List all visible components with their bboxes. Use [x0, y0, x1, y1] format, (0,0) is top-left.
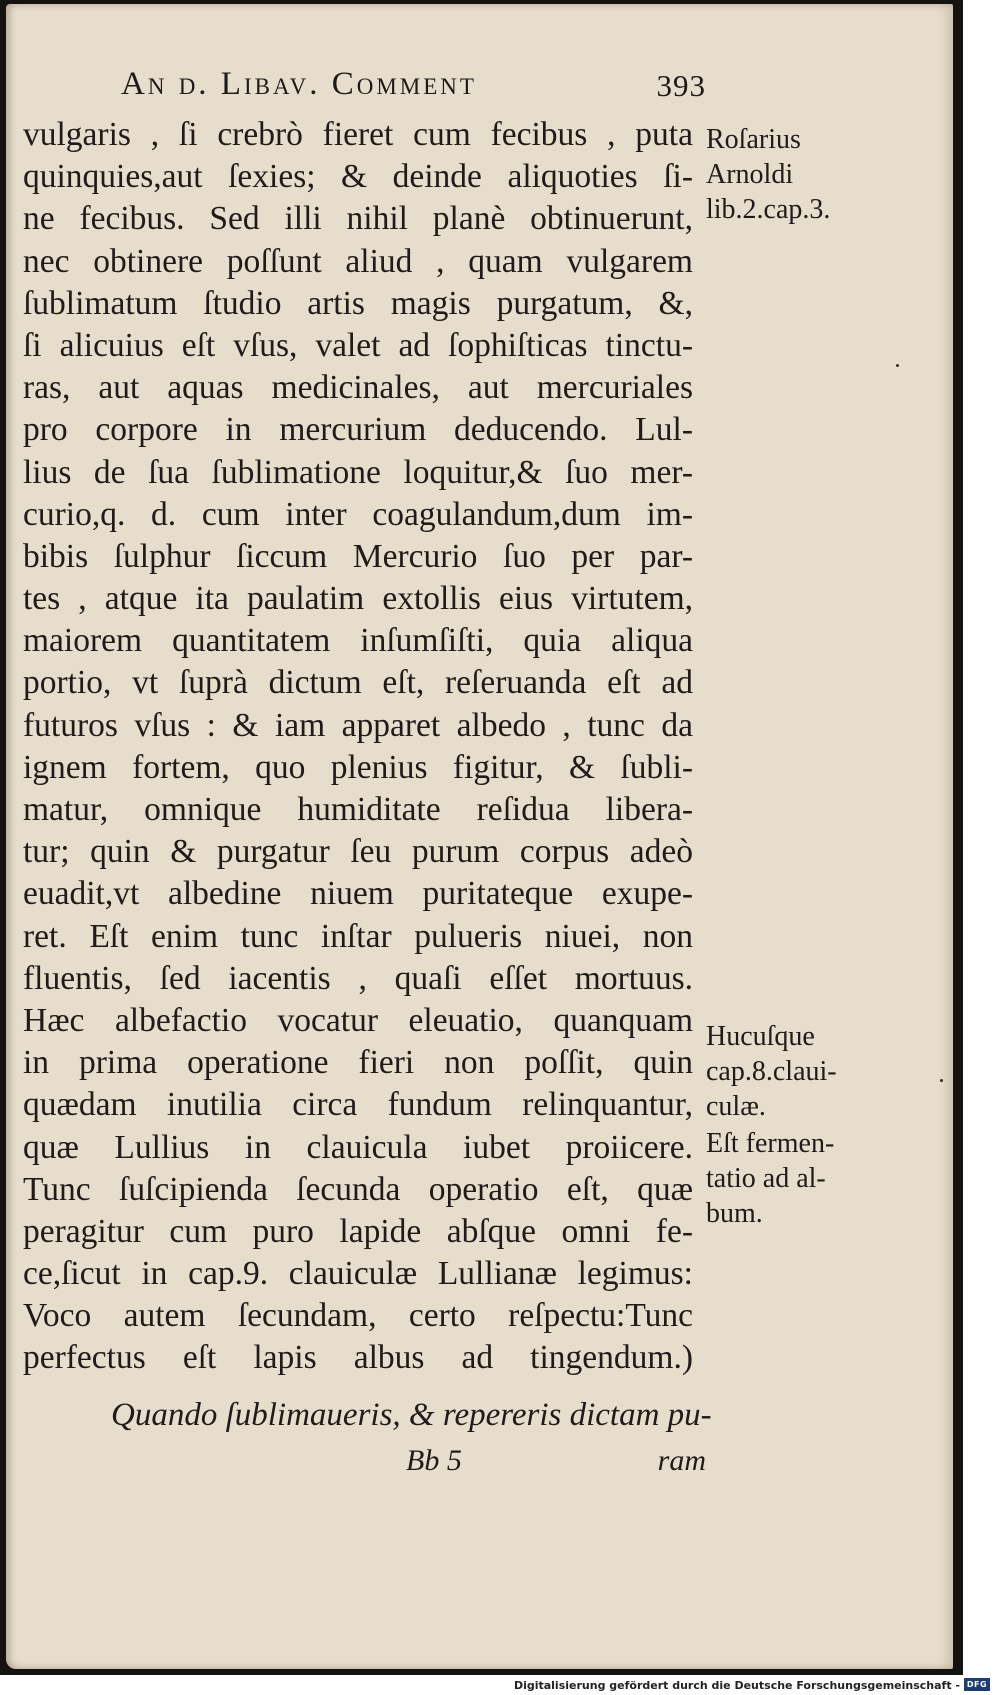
margin-note-line: Hucuſque — [706, 1021, 815, 1052]
margin-note-rosarius — [706, 122, 906, 227]
text-line: ſublimatum ſtudio artis magis purgatum, &, — [23, 284, 693, 322]
text-line: nec obtinere poſſunt aliud , quam vulgarem — [23, 242, 693, 280]
text-line: vulgaris , ſi crebrò fieret cum fecibus , puta — [23, 116, 693, 153]
digitization-credit-bar — [0, 1675, 1000, 1695]
text-line: matur, omnique humiditate reſidua libera- — [23, 791, 693, 828]
ink-speck — [940, 1079, 943, 1082]
text-line: ce,ſicut in cap.9. clauiculæ Lullianæ legimus: — [23, 1255, 693, 1293]
text-line: ret. Eſt enim tunc inſtar pulueris niuei, non — [23, 917, 693, 955]
text-line: ignem fortem, quo plenius figitur, & ſubli- — [23, 748, 693, 786]
margin-note-line: bum. — [706, 1198, 763, 1229]
text-line: tes , atque ita paulatim extollis eius virtutem, — [23, 580, 693, 618]
text-line: maiorem quantitatem inſumſiſti, quia aliqua — [23, 622, 693, 660]
text-line: futuros vſus : & iam apparet albedo , tunc da — [23, 706, 693, 744]
margin-note-line: Roſarius — [706, 124, 801, 155]
text-line: fluentis, ſed iacentis , quaſi eſſet mortuus. — [23, 959, 693, 997]
margin-note-hucusque — [706, 1019, 906, 1124]
text-line: ras, aut aquas medicinales, aut mercuriales — [23, 369, 693, 407]
signature-mark: Bb 5 — [406, 1444, 462, 1477]
margin-note-line: culæ. — [706, 1091, 766, 1122]
funding-credit: Digitalisierung gefördert durch die Deutsche Forschungsgemeinschaft - — [513, 1679, 960, 1692]
italic-catchline: Quando ſublimaueris, & repereris dictam pu- — [111, 1397, 712, 1433]
text-line: bibis ſulphur ſiccum Mercurio ſuo per par- — [23, 537, 693, 575]
text-line: euadit,vt albedine niuem puritateque exupe- — [23, 875, 693, 913]
margin-note-line: Arnoldi — [706, 159, 794, 190]
text-line: in prima operatione fieri non poſſit, quin — [23, 1044, 693, 1082]
text-line: Hæc albefactio vocatur eleuatio, quanquam — [23, 1001, 693, 1039]
text-line: quinquies,aut ſexies; & deinde aliquoties ſi- — [23, 158, 693, 196]
running-title: An d. Libav. Comment — [121, 66, 477, 102]
text-line: ne fecibus. Sed illi nihil planè obtinuerunt, — [23, 200, 693, 238]
margin-note-line: Eſt fermen- — [706, 1128, 835, 1159]
margin-note-line: lib.2.cap.3. — [706, 194, 831, 225]
page-footer — [406, 1444, 706, 1484]
text-line: portio, vt ſuprà dictum eſt, reſeruanda eſt ad — [23, 664, 693, 702]
text-line: ſi alicuius eſt vſus, valet ad ſophiſticas tinctu- — [23, 326, 693, 364]
margin-note-line: cap.8.claui- — [706, 1056, 837, 1087]
ink-speck — [896, 364, 899, 367]
text-line: pro corpore in mercurium deducendo. Lul- — [23, 411, 693, 449]
margin-note-line: tatio ad al- — [706, 1163, 826, 1194]
text-line: perfectus eſt lapis albus ad tingendum.) — [23, 1339, 693, 1377]
page-number: 393 — [656, 68, 706, 103]
text-line: curio,q. d. cum inter coagulandum,dum im- — [23, 495, 693, 533]
text-line: lius de ſua ſublimatione loquitur,& ſuo mer- — [23, 453, 693, 491]
book-page — [6, 4, 953, 1669]
catchword: ram — [657, 1444, 706, 1477]
margin-note-fermentatio — [706, 1126, 906, 1231]
text-line: quæ Lullius in clauicula iubet proiicere. — [23, 1128, 693, 1166]
text-line: Voco autem ſecundam, certo reſpectu:Tunc — [23, 1297, 693, 1335]
body-text — [23, 114, 693, 1380]
text-line: quædam inutilia circa fundum relinquantur, — [23, 1086, 693, 1124]
page-header — [121, 60, 706, 110]
dfg-logo: DFG — [964, 1678, 990, 1691]
text-line: tur; quin & purgatur ſeu purum corpus adeò — [23, 833, 693, 871]
text-line: peragitur cum puro lapide abſque omni fe- — [23, 1212, 693, 1250]
text-line: Tunc ſuſcipienda ſecunda operatio eſt, quæ — [23, 1170, 693, 1208]
